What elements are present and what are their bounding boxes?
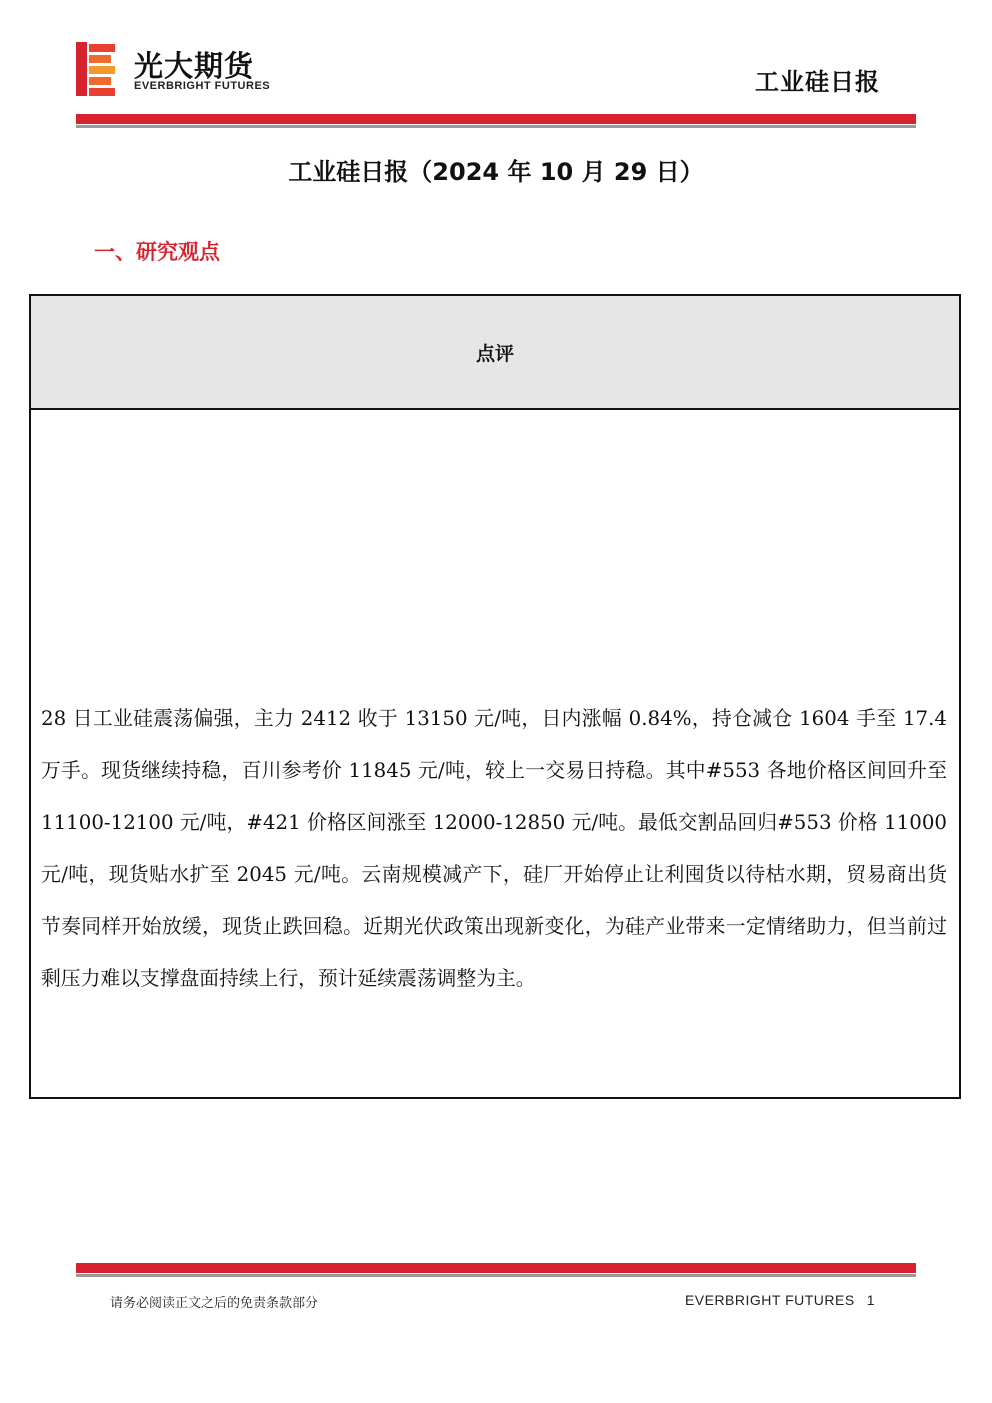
header-red-rule — [76, 114, 916, 124]
footer-gray-rule — [76, 1274, 916, 1277]
table-header-label: 点评 — [475, 342, 514, 365]
logo-chinese-name: 光大期货 — [134, 49, 255, 83]
commentary-paragraph: 28 日工业硅震荡偏强，主力 2412 收于 13150 元/吨，日内涨幅 0.84%，持仓减仓 1604 手至 17.4 万手。现货继续持稳，百川参考价 11845 元/吨，较上一交易日持稳。其中#553 各地价格区间回升至 11100-12100 元/吨，#421 价格区间涨至 12000-12850 元/吨。最低交割品回归#553 价格 11000 元/吨，现货贴水扩至 2045 元/吨。云南规模减产下，硅厂开始停止让利囤货以待枯水期，贸易商出货节奏同样开始放缓，现货止跌回稳。近期光伏政策出现新变化，为硅产业带来一定情绪助力，但当前过剩压力难以支撑盘面持续上行，预计延续震荡调整为主。 — [41, 707, 947, 990]
section-heading: 一、研究观点 — [94, 240, 220, 264]
document-title: 工业硅日报（2024 年 10 月 29 日） — [288, 158, 704, 186]
header-report-name: 工业硅日报 — [755, 68, 880, 96]
logo-english-name: EVERBRIGHT FUTURES — [134, 80, 271, 92]
footer-company: EVERBRIGHT FUTURES — [684, 1292, 855, 1308]
comment-table — [29, 294, 961, 1099]
footer-right — [685, 1292, 875, 1308]
footer-disclaimer: 请务必阅读正文之后的免责条款部分 — [110, 1296, 319, 1311]
table-body-cell — [31, 410, 959, 1005]
company-logo — [76, 42, 306, 98]
header-gray-rule — [76, 125, 916, 128]
page-number: 1 — [866, 1292, 875, 1308]
table-header-cell — [31, 296, 959, 410]
everbright-logo-icon — [76, 42, 116, 96]
footer-red-rule — [76, 1263, 916, 1273]
